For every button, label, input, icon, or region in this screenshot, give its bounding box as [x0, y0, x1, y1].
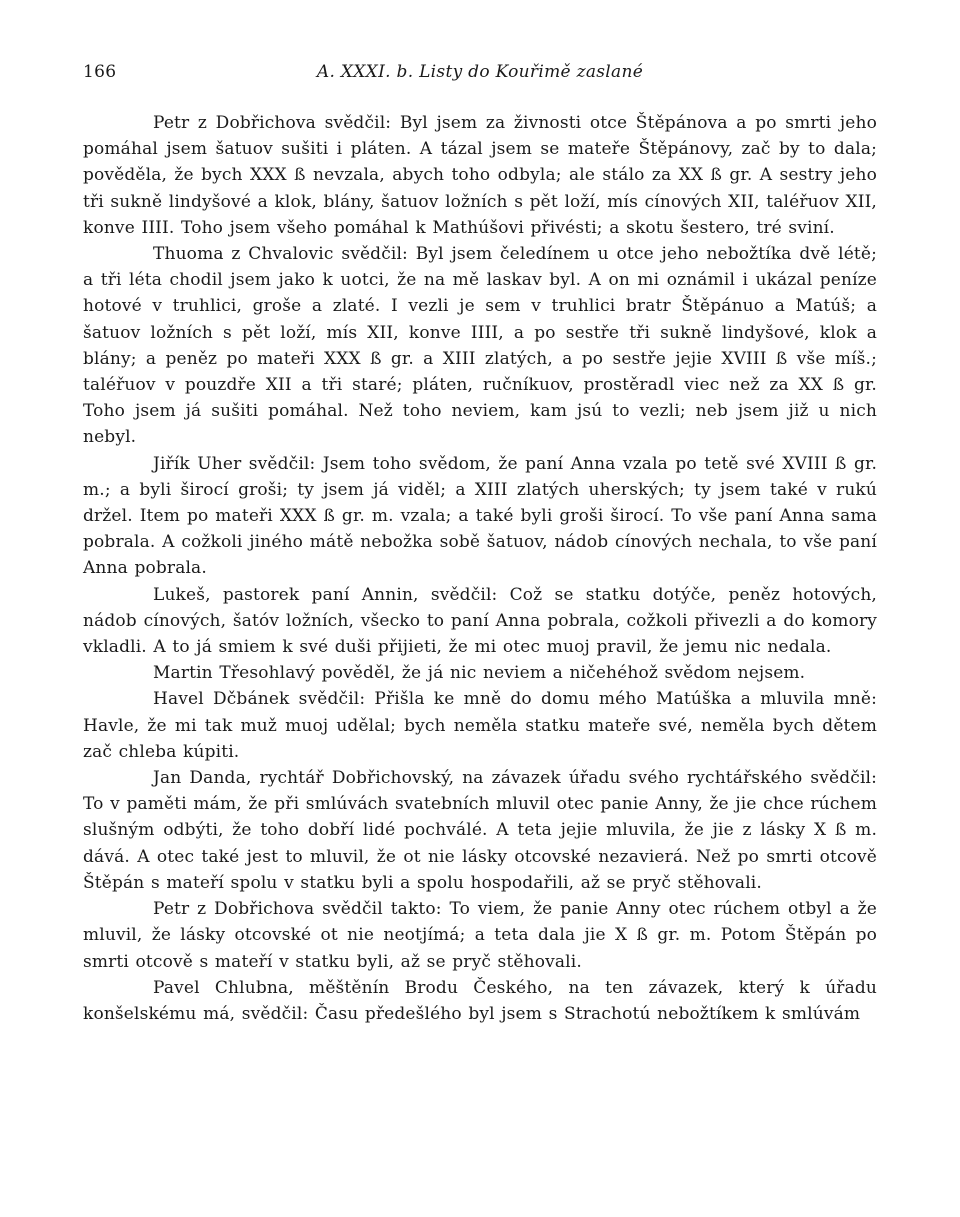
testimony-pavel-chlubna: Pavel Chlubna, měštěnín Brodu Českého, na ten závazek, který k úřadu konšelskému má, svědčil: Času předešlého byl jsem s Strachotú nebožtíkem k smlúvám	[83, 977, 877, 1024]
page-number: 166	[83, 62, 117, 82]
running-title: A. XXXI. b. Listy do Kouřimě zaslané	[316, 62, 644, 82]
body-text	[83, 110, 877, 1027]
testimony-martin-tresohlavy: Martin Třesohlavý pověděl, že já nic neviem a ničehéhož svědom nejsem.	[153, 663, 806, 684]
testimony-jan-danda: Jan Danda, rychtář Dobřichovský, na závazek úřadu svého rychtářského svědčil: To v paměti mám, že při smlúvách svatebních mluvil otec panie Anny, že jie chce rúchem slušným odbýti, že toho dobří lidé pochválé. A teta jejie mluvila, že jie z lásky X ß m. dává. A otec také jest to mluvil, že ot nie lásky otcovské nezavierá. Než po smrti otcově Štěpán s mateří spolu v statku byli a spolu hospodařili, až se pryč stěhovali.	[83, 768, 877, 893]
testimony-lukes: Lukeš, pastorek paní Annin, svědčil: Což se statku dotýče, peněz hotových, nádob cínových, šatóv ložních, všecko to paní Anna pobrala, cožkoli přivezli a do komory vkladli. A to já smiem k své duši přijieti, že mi otec muoj pravil, že jemu nic nedala.	[83, 584, 877, 658]
testimony-petr-z-dobrichova: Petr z Dobřichova svědčil: Byl jsem za živnosti otce Štěpánova a po smrti jeho pomáhal jsem šatuov sušiti i pláten. A tázal jsem se mateře Štěpánovy, zač by to dala; pověděla, že bych XXX ß nevzala, abych toho odbyla; ale stálo za XX ß gr. A sestry jeho tři sukně lindyšové a klok, blány, šatuov ložních s pět loží, mís cínových XII, taléřuov XII, konve IIII. Toho jsem všeho pomáhal k Mathúšovi přivésti; a skotu šestero, tré sviní.	[83, 113, 877, 238]
testimony-petr-z-dobrichova-second: Petr z Dobřichova svědčil takto: To viem, že panie Anny otec rúchem otbyl a že mluvil, že lásky otcovské ot nie neotjímá; a teta dala jie X ß gr. m. Potom Štěpán po smrti otcově s mateří v statku byli, až se pryč stěhovali.	[83, 899, 877, 972]
page-header	[83, 62, 877, 88]
testimony-thuoma-z-chvalovic: Thuoma z Chvalovic svědčil: Byl jsem čeledínem u otce jeho nebožtíka dvě létě; a tři léta chodil jsem jako k uotci, že na mě laskav byl. A on mi oznámil i ukázal peníze hotové v truhlici, groše a zlaté. I vezli je sem v truhlici bratr Štěpánuo a Matúš; a šatuov ložních s pět loží, mís XII, konve IIII, a po sestře tři sukně lindyšové, klok a blány; a peněz po mateři XXX ß gr. a XIII zlatých, a po sestře jejie XVIII ß vše míš.; taléřuov v pouzdře XII a tři staré; pláten, ručníkuov, prostěradl viec než za XX ß gr. Toho jsem já sušiti pomáhal. Než toho neviem, kam jsú to vezli; neb jsem již u nich nebyl.	[83, 244, 877, 448]
testimony-jirik-uher: Jiřík Uher svědčil: Jsem toho svědom, že paní Anna vzala po tetě své XVIII ß gr. m.; a byli širocí groši; ty jsem já viděl; a XIII zlatých uherských; ty jsem také v rukú držel. Item po mateři XXX ß gr. m. vzala; a také byli groši širocí. To vše paní Anna sama pobrala. A cožkoli jiného mátě nebožka sobě šatuov, nádob cínových nechala, to vše paní Anna pobrala.	[83, 453, 877, 579]
testimony-havel-dcbanek: Havel Dčbánek svědčil: Přišla ke mně do domu mého Matúška a mluvila mně: Havle, že mi tak muž muoj udělal; bych neměla statku mateře své, neměla bych dětem zač chleba kúpiti.	[83, 689, 877, 762]
